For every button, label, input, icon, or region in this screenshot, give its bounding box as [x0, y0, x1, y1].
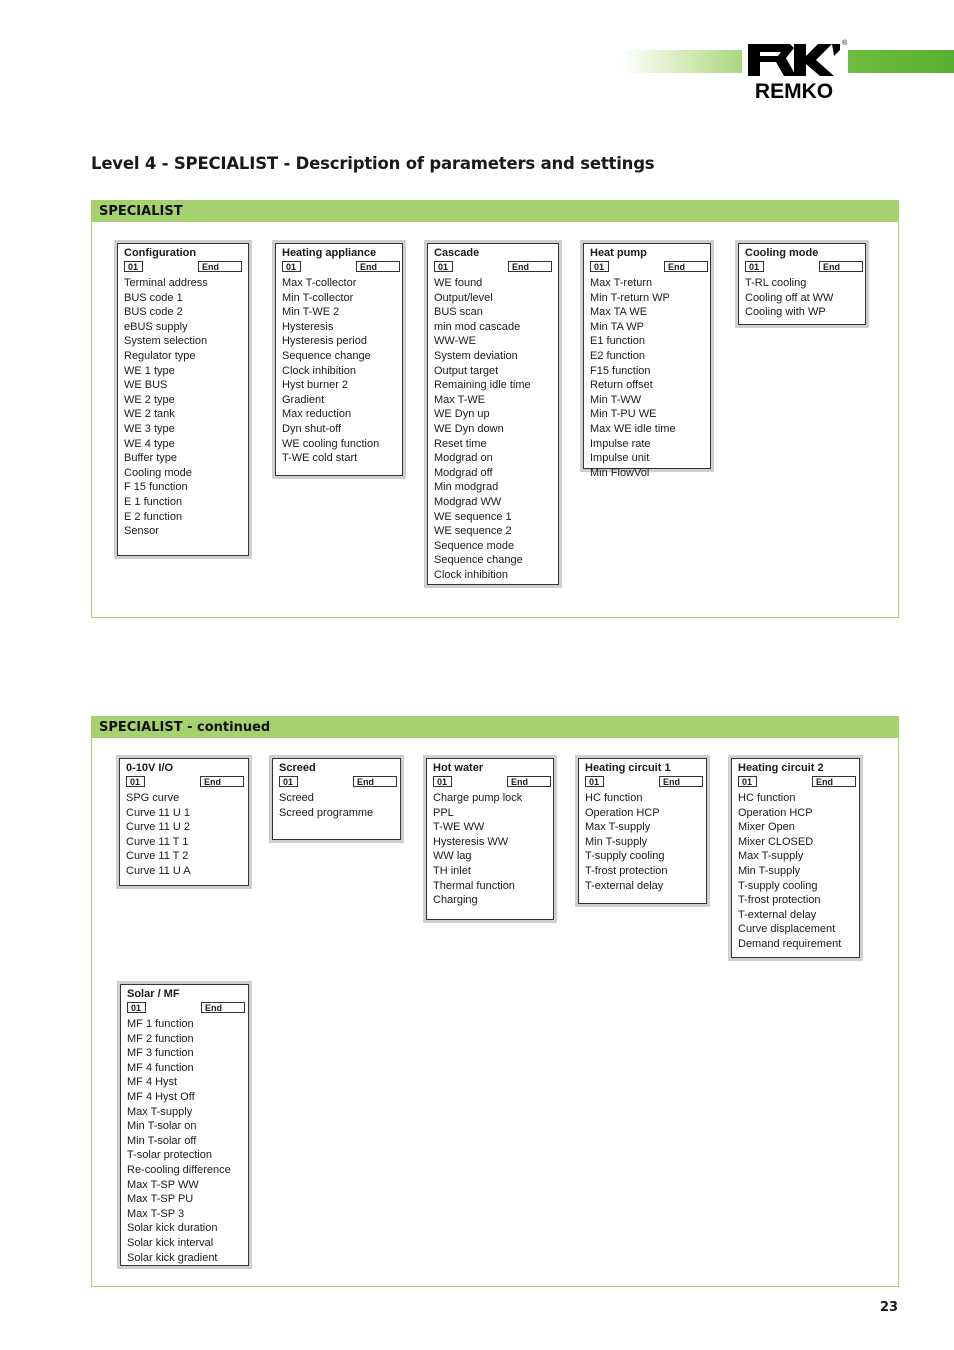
- menu-title: Heating circuit 1: [585, 762, 671, 774]
- menu-start: 01: [585, 776, 604, 787]
- remko-logo-mark-icon: [746, 42, 842, 78]
- menu-item: Sequence change: [282, 349, 371, 362]
- menu-end: End: [508, 261, 552, 272]
- menu-range: [738, 776, 853, 788]
- menu-item: System deviation: [434, 349, 518, 362]
- menu-item: Min TA WP: [590, 320, 644, 333]
- menu-start: 01: [126, 776, 145, 787]
- menu-items: [276, 276, 402, 466]
- menu-end: End: [812, 776, 856, 787]
- menu-item: T-frost protection: [738, 894, 821, 907]
- menu-end: End: [819, 261, 863, 272]
- menu-item: MF 2 function: [127, 1032, 194, 1045]
- menu-item: PPL: [433, 806, 454, 819]
- menu-end: End: [664, 261, 708, 272]
- menu-title: Screed: [279, 762, 316, 774]
- menu-item: WE found: [434, 277, 483, 289]
- menu-item: Modgrad WW: [434, 495, 502, 508]
- menu-item: WW lag: [433, 850, 472, 863]
- menu-item: Curve 11 T 2: [126, 850, 189, 863]
- menu-title: Heating circuit 2: [738, 762, 824, 774]
- menu-item: Gradient: [282, 393, 325, 406]
- menu-item: Min T-WE 2: [282, 306, 340, 319]
- menu-item: WE cooling function: [282, 437, 380, 450]
- menu-item: WE 4 type: [124, 437, 175, 450]
- menu-item: BUS code 1: [124, 291, 183, 304]
- menu-item: Buffer type: [124, 452, 177, 465]
- remko-logo: [742, 40, 848, 104]
- menu-item: E1 function: [590, 335, 646, 348]
- menu-title: Hot water: [433, 762, 484, 774]
- menu-end: End: [200, 776, 244, 787]
- menu-item: Output/level: [434, 291, 493, 304]
- menu-item: MF 3 function: [127, 1047, 194, 1060]
- menu-configuration: [117, 243, 249, 556]
- menu-range: [585, 776, 700, 788]
- brand-name: REMKO: [754, 80, 834, 103]
- menu-0-10v-io: [119, 758, 249, 886]
- menu-item: Terminal address: [124, 277, 208, 289]
- menu-items: [118, 276, 248, 539]
- page-number: 23: [880, 1300, 899, 1315]
- menu-range: [433, 776, 547, 788]
- menu-item: Solar kick gradient: [127, 1251, 218, 1264]
- menu-range: [127, 1002, 242, 1014]
- menu-hot-water: [426, 758, 554, 920]
- menu-item: min mod cascade: [434, 320, 521, 333]
- menu-item: WE Dyn down: [434, 422, 504, 435]
- menu-end: End: [659, 776, 703, 787]
- menu-start: 01: [127, 1002, 146, 1013]
- menu-title: Cascade: [434, 247, 480, 259]
- menu-item: System selection: [124, 335, 208, 348]
- menu-item: Max TA WE: [590, 306, 648, 319]
- menu-range: [279, 776, 394, 788]
- menu-item: Return offset: [590, 379, 653, 392]
- menu-item: WE Dyn up: [434, 408, 490, 421]
- section-specialist: [91, 200, 899, 618]
- menu-range: [590, 261, 704, 273]
- menu-end: End: [507, 776, 551, 787]
- menu-item: Impulse unit: [590, 452, 650, 465]
- menu-item: Curve 11 T 1: [126, 835, 189, 848]
- menu-item: eBUS supply: [124, 320, 188, 333]
- menu-item: Regulator type: [124, 349, 196, 362]
- menu-item: E 2 function: [124, 510, 183, 523]
- menu-start: 01: [124, 261, 143, 272]
- menu-item: Cooling with WP: [745, 306, 826, 319]
- menu-cascade: [427, 243, 559, 585]
- menu-title: Heating appliance: [282, 247, 377, 259]
- menu-item: Cooling off at WW: [745, 291, 834, 304]
- menu-end: End: [201, 1002, 245, 1013]
- menu-item: E 1 function: [124, 495, 183, 508]
- menu-start: 01: [434, 261, 453, 272]
- menu-item: T-WE WW: [433, 821, 485, 834]
- menu-item: Max reduction: [282, 408, 352, 421]
- menu-item: T-supply cooling: [738, 879, 818, 892]
- menu-item: Mixer CLOSED: [738, 835, 814, 848]
- menu-item: Clock inhibition: [282, 364, 356, 377]
- menu-item: Max T-supply: [127, 1105, 193, 1118]
- menu-item: Screed programme: [279, 806, 374, 819]
- menu-item: SPG curve: [126, 792, 180, 804]
- menu-item: Min T-solar on: [127, 1120, 197, 1133]
- menu-item: Dyn shut-off: [282, 422, 342, 435]
- menu-items: [427, 791, 553, 908]
- menu-item: Hysteresis period: [282, 335, 367, 348]
- menu-item: T-solar protection: [127, 1149, 212, 1162]
- menu-end: End: [356, 261, 400, 272]
- menu-solar-mf: [120, 984, 249, 1266]
- menu-item: Min T-solar off: [127, 1134, 197, 1147]
- menu-item: WE 2 tank: [124, 408, 175, 421]
- menu-item: WE BUS: [124, 379, 168, 392]
- menu-item: Re-cooling difference: [127, 1163, 231, 1176]
- menu-item: Operation HCP: [585, 806, 660, 819]
- menu-item: Screed: [279, 792, 314, 804]
- menu-item: Max T-collector: [282, 277, 357, 289]
- menu-title: Solar / MF: [127, 988, 180, 1000]
- menu-item: Cooling mode: [124, 466, 192, 479]
- menu-item: T-external delay: [738, 908, 817, 921]
- page-title: Level 4 - SPECIALIST - Description of parameters and settings: [91, 154, 655, 173]
- menu-item: WW-WE: [434, 335, 476, 348]
- menu-range: [126, 776, 242, 788]
- menu-item: Min T-supply: [738, 864, 801, 877]
- menu-item: WE sequence 2: [434, 525, 512, 538]
- menu-item: Solar kick interval: [127, 1236, 214, 1249]
- menu-start: 01: [745, 261, 764, 272]
- menu-cooling-mode: [738, 243, 866, 325]
- menu-range: [434, 261, 552, 273]
- menu-heating-circuit-2: [731, 758, 860, 958]
- menu-item: Remaining idle time: [434, 379, 531, 392]
- menu-item: Mixer Open: [738, 821, 795, 834]
- menu-item: HC function: [738, 792, 796, 804]
- menu-range: [282, 261, 396, 273]
- menu-end: End: [353, 776, 397, 787]
- menu-item: Min T-return WP: [590, 291, 670, 304]
- menu-heating-appliance: [275, 243, 403, 476]
- menu-item: Min T-WW: [590, 393, 642, 406]
- menu-title: 0-10V I/O: [126, 762, 174, 774]
- section-heading: SPECIALIST: [92, 201, 898, 222]
- menu-item: Hysteresis WW: [433, 835, 509, 848]
- menu-item: Sequence change: [434, 554, 523, 567]
- menu-item: HC function: [585, 792, 643, 804]
- menu-start: 01: [282, 261, 301, 272]
- menu-item: Max T-WE: [434, 393, 486, 406]
- menu-item: Solar kick duration: [127, 1222, 218, 1235]
- menu-title: Cooling mode: [745, 247, 819, 259]
- menu-item: Sequence mode: [434, 539, 515, 552]
- menu-item: Clock inhibition: [434, 568, 508, 581]
- menu-item: Min T-PU WE: [590, 408, 657, 421]
- menu-item: BUS code 2: [124, 306, 183, 319]
- menu-item: Max T-return: [590, 277, 653, 289]
- menu-end: End: [198, 261, 242, 272]
- menu-item: Min modgrad: [434, 481, 499, 494]
- menu-heat-pump: [583, 243, 711, 479]
- menu-item: WE 1 type: [124, 364, 175, 377]
- section-heading: SPECIALIST - continued: [92, 717, 898, 738]
- menu-start: 01: [279, 776, 298, 787]
- menu-item: Max T-SP 3: [127, 1207, 185, 1220]
- menu-screed: [272, 758, 401, 840]
- menu-item: Hysteresis: [282, 320, 334, 333]
- menu-range: [745, 261, 859, 273]
- menu-items: [273, 791, 400, 820]
- menu-item: Hyst burner 2: [282, 379, 349, 392]
- menu-item: T-external delay: [585, 879, 664, 892]
- menu-items: [584, 276, 710, 480]
- menu-item: Curve displacement: [738, 923, 836, 936]
- menu-title: Heat pump: [590, 247, 647, 259]
- menu-item: TH inlet: [433, 864, 471, 877]
- menu-start: 01: [738, 776, 757, 787]
- menu-item: WE 2 type: [124, 393, 175, 406]
- menu-item: WE 3 type: [124, 422, 175, 435]
- menu-item: Max T-SP WW: [127, 1178, 199, 1191]
- menu-item: Min T-collector: [282, 291, 354, 304]
- menu-item: MF 4 function: [127, 1061, 194, 1074]
- menu-item: T-frost protection: [585, 864, 668, 877]
- menu-item: Sensor: [124, 525, 159, 538]
- menu-item: Min T-supply: [585, 835, 648, 848]
- menu-items: [739, 276, 865, 320]
- menu-item: F 15 function: [124, 481, 188, 494]
- menu-item: WE sequence 1: [434, 510, 512, 523]
- menu-item: MF 4 Hyst Off: [127, 1090, 195, 1103]
- menu-range: [124, 261, 242, 273]
- menu-item: Max T-supply: [585, 821, 651, 834]
- menu-item: E2 function: [590, 349, 646, 362]
- menu-item: Curve 11 U A: [126, 864, 191, 877]
- menu-item: Min FlowVol: [590, 466, 650, 479]
- menu-items: [121, 1017, 248, 1265]
- menu-item: Thermal function: [433, 879, 515, 892]
- menu-item: Curve 11 U 2: [126, 821, 190, 834]
- menu-item: T-WE cold start: [282, 452, 358, 465]
- menu-items: [428, 276, 558, 582]
- menu-items: [579, 791, 706, 893]
- menu-item: MF 1 function: [127, 1018, 194, 1030]
- menu-item: Modgrad on: [434, 452, 493, 465]
- menu-item: T-RL cooling: [745, 277, 807, 289]
- section-specialist-continued: [91, 716, 899, 1287]
- menu-item: Charge pump lock: [433, 792, 523, 804]
- menu-title: Configuration: [124, 247, 197, 259]
- menu-heating-circuit-1: [578, 758, 707, 904]
- menu-start: 01: [590, 261, 609, 272]
- menu-item: Operation HCP: [738, 806, 813, 819]
- menu-items: [120, 791, 248, 879]
- menu-items: [732, 791, 859, 952]
- registered-mark: ®: [842, 40, 848, 47]
- menu-item: MF 4 Hyst: [127, 1076, 178, 1089]
- menu-item: BUS scan: [434, 306, 483, 319]
- menu-item: Max T-supply: [738, 850, 804, 863]
- menu-item: Demand requirement: [738, 937, 842, 950]
- menu-item: Max WE idle time: [590, 422, 676, 435]
- menu-item: Modgrad off: [434, 466, 493, 479]
- menu-item: T-supply cooling: [585, 850, 665, 863]
- menu-start: 01: [433, 776, 452, 787]
- menu-item: Impulse rate: [590, 437, 651, 450]
- menu-item: Output target: [434, 364, 499, 377]
- menu-item: Reset time: [434, 437, 487, 450]
- menu-item: Curve 11 U 1: [126, 806, 190, 819]
- menu-item: Max T-SP PU: [127, 1193, 194, 1206]
- menu-item: F15 function: [590, 364, 651, 377]
- menu-item: Charging: [433, 894, 478, 907]
